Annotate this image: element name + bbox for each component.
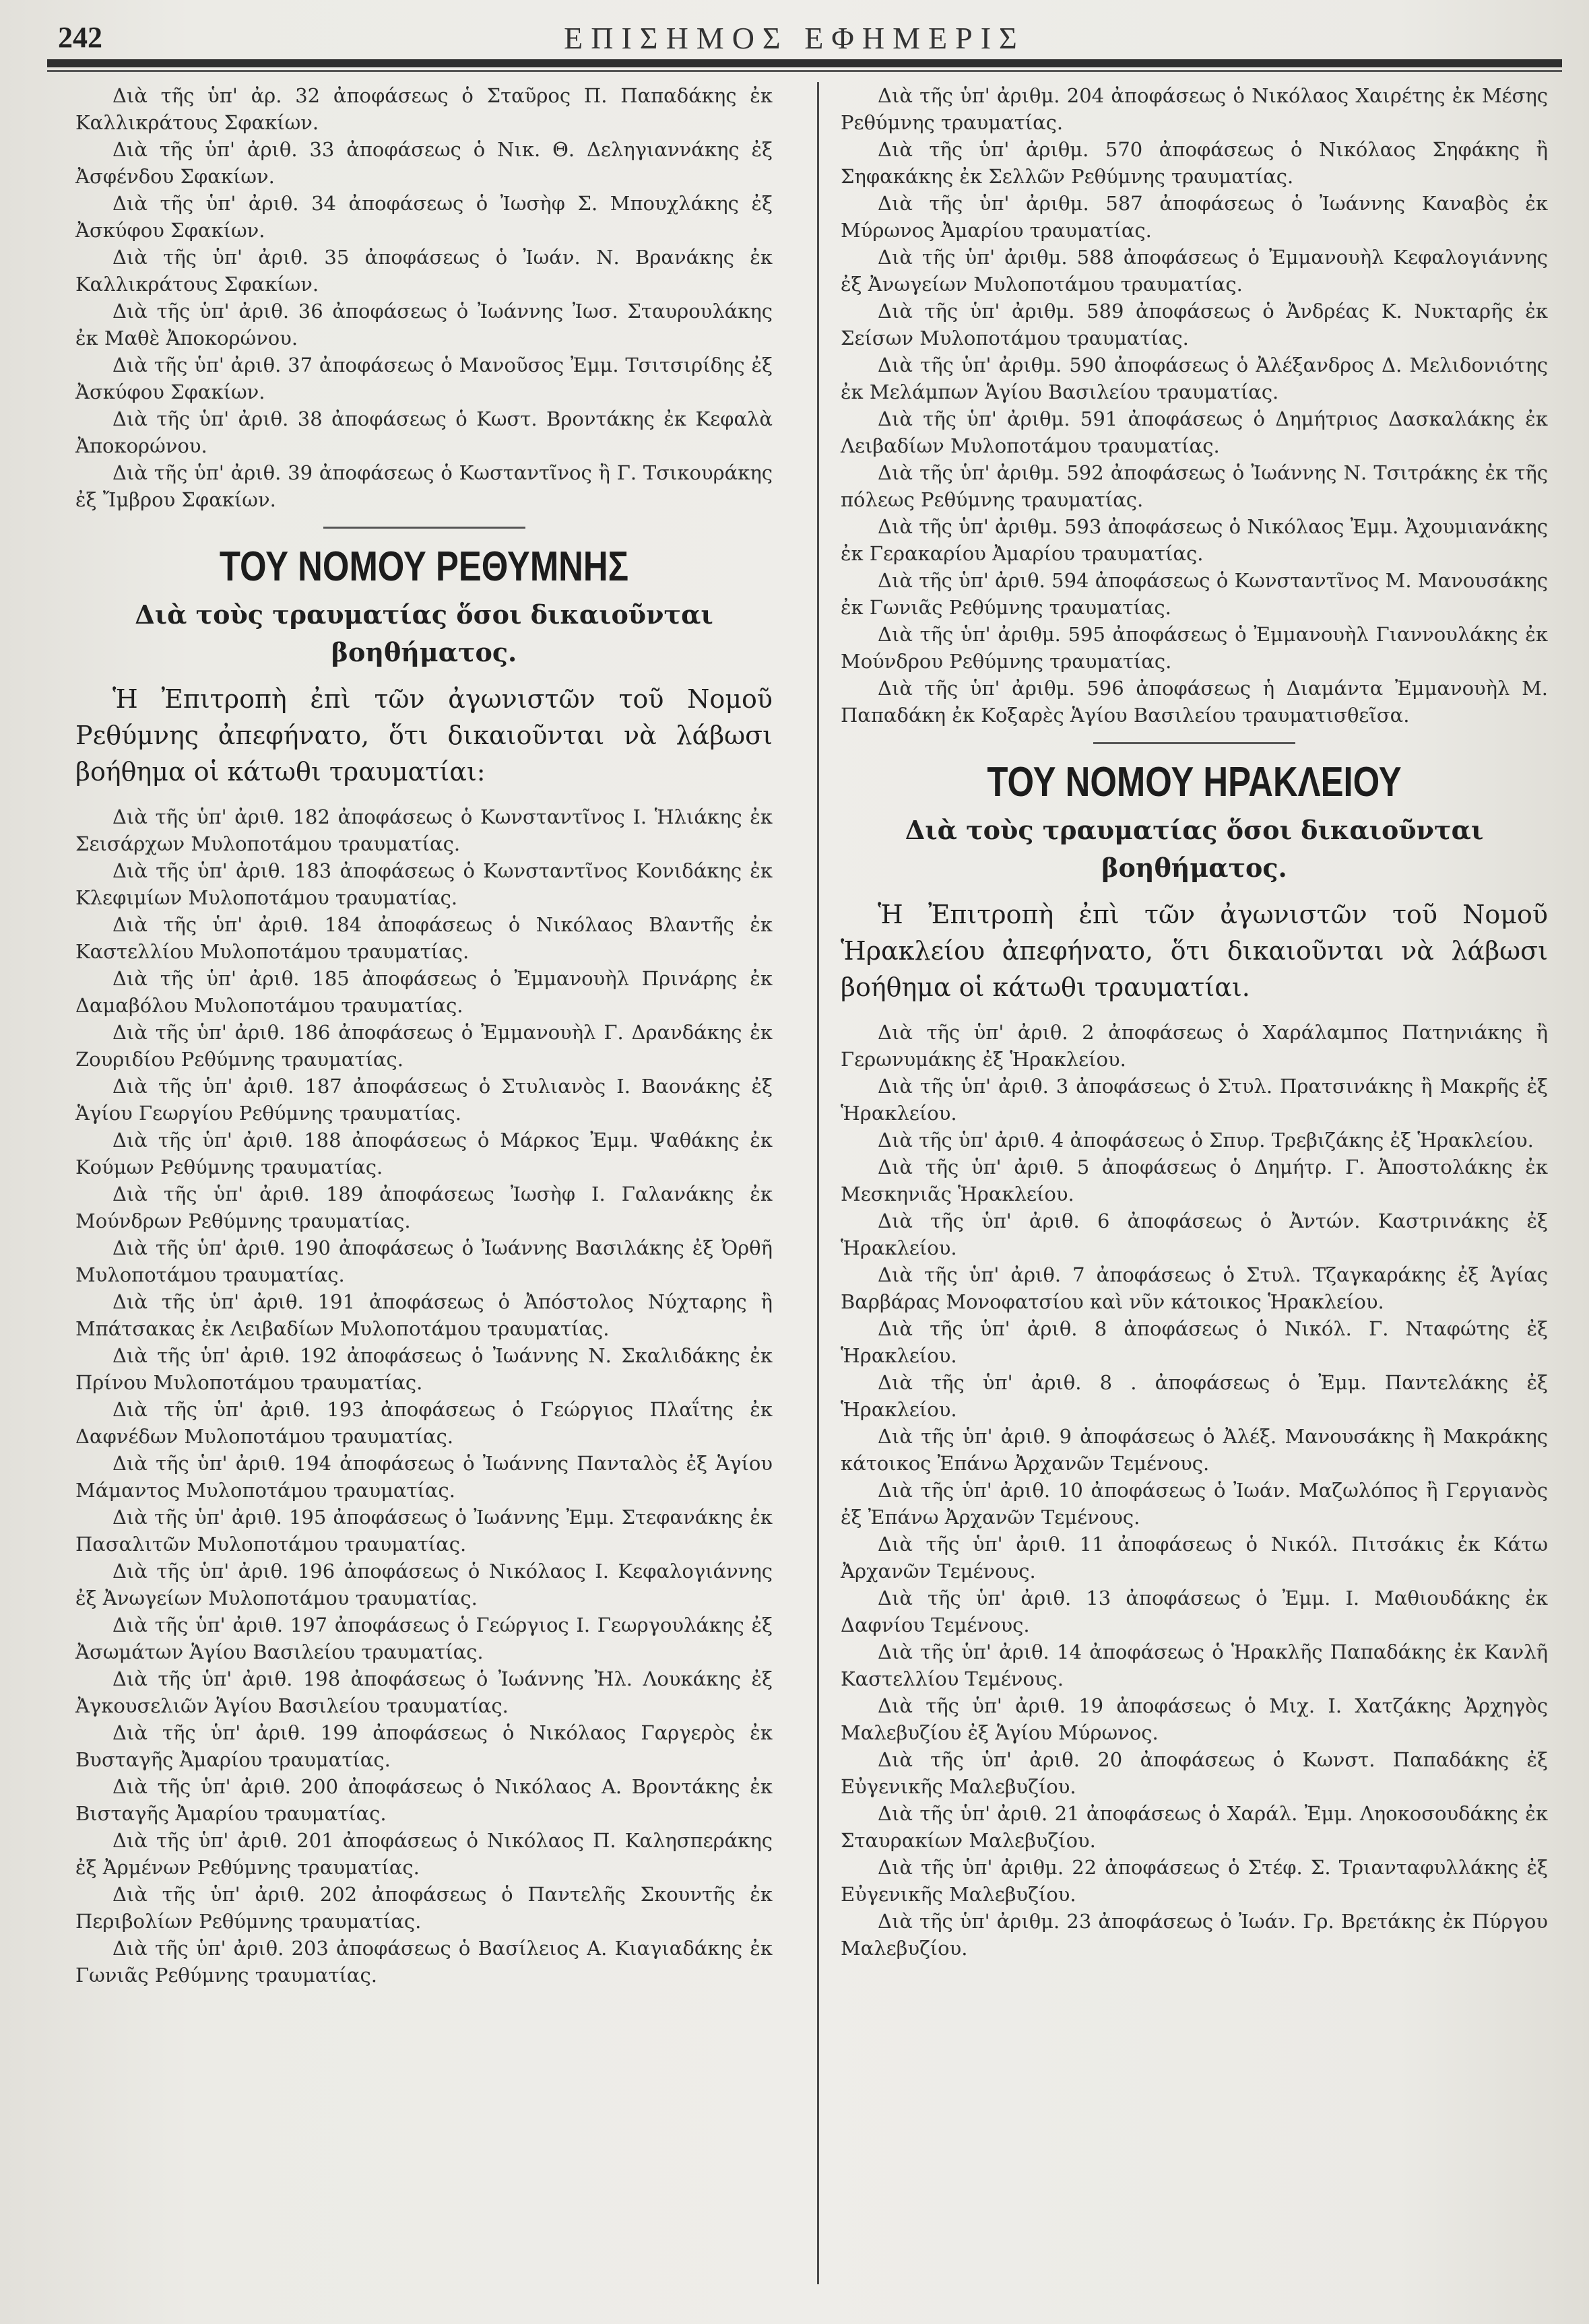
- list-item: Διὰ τῆς ὑπ' ἀριθ. 38 ἀποφάσεως ὁ Κωστ. Βροντάκης ἐκ Κεφαλὰ Ἀποκορώνου.: [75, 407, 773, 457]
- list-item: Διὰ τῆς ὑπ' ἀριθμ. 596 ἀποφάσεως ἡ Διαμάντα Ἐμμανουὴλ Μ. Παπαδάκη ἐκ Κοξαρὲς Ἁγίου Βασιλείου τραυματισθεῖσα.: [841, 677, 1548, 727]
- list-item: Διὰ τῆς ὑπ' ἀριθ. 197 ἀποφάσεως ὁ Γεώργιος Ι. Γεωργουλάκης ἐξ Ἀσωμάτων Ἁγίου Βασιλείου τραυματίας.: [75, 1614, 773, 1663]
- list-item: Διὰ τῆς ὑπ' ἀριθμ. 22 ἀποφάσεως ὁ Στέφ. Σ. Τριανταφυλλάκης ἐξ Εὐγενικῆς Μαλεβυζίου.: [841, 1856, 1548, 1906]
- list-item: Διὰ τῆς ὑπ' ἀριθ. 198 ἀποφάσεως ὁ Ἰωάννης Ἠλ. Λουκάκης ἐξ Ἀγκουσελιῶν Ἁγίου Βασιλείου τραυματίας.: [75, 1667, 773, 1717]
- list-item: Διὰ τῆς ὑπ' ἀριθμ. 590 ἀποφάσεως ὁ Ἀλέξανδρος Δ. Μελιδονιότης ἐκ Μελάμπων Ἁγίου Βασιλείου τραυματίας.: [841, 354, 1548, 403]
- list-item: Διὰ τῆς ὑπ' ἀριθ. 3 ἀποφάσεως ὁ Στυλ. Πρατσινάκης ἢ Μακρῆς ἐξ Ἡρακλείου.: [841, 1075, 1548, 1125]
- page-number: 242: [58, 21, 102, 54]
- list-item: Διὰ τῆς ὑπ' ἀριθ. 202 ἀποφάσεως ὁ Παντελῆς Σκουντῆς ἐκ Περιβολίων Ρεθύμνης τραυματίας.: [75, 1883, 773, 1933]
- list-item: Διὰ τῆς ὑπ' ἀριθ. 10 ἀποφάσεως ὁ Ἰωάν. Μαζωλόπος ἢ Γεργιανὸς ἐξ Ἐπάνω Ἀρχανῶν Τεμένους.: [841, 1479, 1548, 1529]
- list-item: Διὰ τῆς ὑπ' ἀριθ. 194 ἀποφάσεως ὁ Ἰωάννης Πανταλὸς ἐξ Ἁγίου Μάμαντος Μυλοποτάμου τραυματίας.: [75, 1452, 773, 1502]
- list-item: Διὰ τῆς ὑπ' ἀριθ. 34 ἀποφάσεως ὁ Ἰωσὴφ Σ. Μπουχλάκης ἐξ Ἀσκύφου Σφακίων.: [75, 192, 773, 242]
- newspaper-title: ΕΠΙΣΗΜΟΣ ΕΦΗΜΕΡΙΣ: [564, 21, 1025, 55]
- list-item: Διὰ τῆς ὑπ' ἀριθ. 39 ἀποφάσεως ὁ Κωσταντῖνος ἢ Γ. Τσικουράκης ἐξ Ἴμβρου Σφακίων.: [75, 461, 773, 511]
- list-item: Διὰ τῆς ὑπ' ἀριθ. 33 ἀποφάσεως ὁ Νικ. Θ. Δεληγιαννάκης ἐξ Ἀσφένδου Σφακίων.: [75, 138, 773, 188]
- header-rule-thin: [47, 70, 1562, 72]
- list-item: Διὰ τῆς ὑπ' ἀριθ. 13 ἀποφάσεως ὁ Ἐμμ. Ι. Μαθιουδάκης ἐκ Δαφνίου Τεμένους.: [841, 1587, 1548, 1636]
- section-intro-rethymno: Ἡ Ἐπιτροπὴ ἐπὶ τῶν ἀγωνιστῶν τοῦ Νομοῦ Ρεθύμνης ἀπεφήνατο, ὅτι δικαιοῦνται νὰ λάβωσι βοήθημα οἱ κάτωθι τραυματίαι:: [75, 684, 773, 787]
- list-item: Διὰ τῆς ὑπ' ἀριθ. 35 ἀποφάσεως ὁ Ἰωάν. Ν. Βρανάκης ἐκ Καλλικράτους Σφακίων.: [75, 246, 773, 296]
- list-item: Διὰ τῆς ὑπ' ἀριθμ. 588 ἀποφάσεως ὁ Ἐμμανουὴλ Κεφαλογιάννης ἐξ Ἀνωγείων Μυλοποτάμου τραυματίας.: [841, 246, 1548, 296]
- list-item: Διὰ τῆς ὑπ' ἀριθ. 6 ἀποφάσεως ὁ Ἀντών. Καστρινάκης ἐξ Ἡρακλείου.: [841, 1209, 1548, 1259]
- list-item: Διὰ τῆς ὑπ' ἀριθ. 187 ἀποφάσεως ὁ Στυλιανὸς Ι. Βαονάκης ἐξ Ἁγίου Γεωργίου Ρεθύμνης τραυματίας.: [75, 1075, 773, 1125]
- section-title-rethymno: ΤΟΥ ΝΟΜΟΥ ΡΕΘΥΜΝΗΣ: [219, 543, 629, 590]
- list-item: Διὰ τῆς ὑπ' ἀριθ. 203 ἀποφάσεως ὁ Βασίλειος Α. Κιαγιαδάκης ἐκ Γωνιᾶς Ρεθύμνης τραυματίας.: [75, 1937, 773, 1987]
- list-item: Διὰ τῆς ὑπ' ἀριθ. 183 ἀποφάσεως ὁ Κωνσταντῖνος Κονιδάκης ἐκ Κλεφιμίων Μυλοποτάμου τραυματίας.: [75, 859, 773, 909]
- list-item: Διὰ τῆς ὑπ' ἀριθ. 190 ἀποφάσεως ὁ Ἰωάννης Βασιλάκης ἐξ Ὀρθῆ Μυλοποτάμου τραυματίας.: [75, 1236, 773, 1286]
- list-item: Διὰ τῆς ὑπ' ἀριθ. 182 ἀποφάσεως ὁ Κωνσταντῖνος Ι. Ἡλιάκης ἐκ Σεισάρχων Μυλοποτάμου τραυματίας.: [75, 805, 773, 855]
- page-header: [0, 0, 1589, 84]
- list-item: Διὰ τῆς ὑπ' ἀριθ. 7 ἀποφάσεως ὁ Στυλ. Τζαγκαράκης ἐξ Ἁγίας Βαρβάρας Μονοφατσίου καὶ νῦν κάτοικος Ἡρακλείου.: [841, 1263, 1548, 1313]
- list-item: Διὰ τῆς ὑπ' ἀρ. 32 ἀποφάσεως ὁ Σταῦρος Π. Παπαδάκης ἐκ Καλλικράτους Σφακίων.: [75, 84, 773, 134]
- list-item: Διὰ τῆς ὑπ' ἀριθμ. 593 ἀποφάσεως ὁ Νικόλαος Ἐμμ. Ἀχουμιανάκης ἐκ Γερακαρίου Ἀμαρίου τραυματίας.: [841, 515, 1548, 565]
- list-item: Διὰ τῆς ὑπ' ἀριθ. 36 ἀποφάσεως ὁ Ἰωάννης Ἰωσ. Σταυρουλάκης ἐκ Μαθὲ Ἀποκορώνου.: [75, 300, 773, 350]
- list-item: Διὰ τῆς ὑπ' ἀριθμ. 591 ἀποφάσεως ὁ Δημήτριος Δασκαλάκης ἐκ Λειβαδίων Μυλοποτάμου τραυματίας.: [841, 407, 1548, 457]
- list-item: Διὰ τῆς ὑπ' ἀριθ. 8 ἀποφάσεως ὁ Νικόλ. Γ. Νταφώτης ἐξ Ἡρακλείου.: [841, 1317, 1548, 1367]
- list-item: Διὰ τῆς ὑπ' ἀριθ. 37 ἀποφάσεως ὁ Μανοῦσος Ἐμμ. Τσιτσιρίδης ἐξ Ἀσκύφου Σφακίων.: [75, 354, 773, 403]
- section-intro-heraklion: Ἡ Ἐπιτροπὴ ἐπὶ τῶν ἀγωνιστῶν τοῦ Νομοῦ Ἡρακλείου ἀπεφήνατο, ὅτι δικαιοῦνται νὰ λάβωσι βοήθημα οἱ κάτωθι τραυματίαι.: [841, 900, 1548, 1002]
- list-item: Διὰ τῆς ὑπ' ἀριθμ. 204 ἀποφάσεως ὁ Νικόλαος Χαιρέτης ἐκ Μέσης Ρεθύμνης τραυματίας.: [841, 84, 1548, 134]
- column-divider: [817, 82, 819, 2284]
- list-item: Διὰ τῆς ὑπ' ἀριθ. 195 ἀποφάσεως ὁ Ἰωάννης Ἐμμ. Στεφανάκης ἐκ Πασαλιτῶν Μυλοποτάμου τραυματίας.: [75, 1506, 773, 1556]
- list-item: Διὰ τῆς ὑπ' ἀριθ. 191 ἀποφάσεως ὁ Ἀπόστολος Νύχταρης ἢ Μπάτσακας ἐκ Λειβαδίων Μυλοποτάμου τραυματίας.: [75, 1290, 773, 1340]
- list-item: Διὰ τῆς ὑπ' ἀριθ. 193 ἀποφάσεως ὁ Γεώργιος Πλαΐτης ἐκ Δαφνέδων Μυλοποτάμου τραυματίας.: [75, 1398, 773, 1448]
- list-item: Διὰ τῆς ὑπ' ἀριθ. 184 ἀποφάσεως ὁ Νικόλαος Βλαντῆς ἐκ Καστελλίου Μυλοποτάμου τραυματίας.: [75, 913, 773, 963]
- list-item: Διὰ τῆς ὑπ' ἀριθ. 199 ἀποφάσεως ὁ Νικόλαος Γαργερὸς ἐκ Βυσταγῆς Ἀμαρίου τραυματίας.: [75, 1721, 773, 1771]
- list-item: Διὰ τῆς ὑπ' ἀριθ. 192 ἀποφάσεως ὁ Ἰωάννης Ν. Σκαλιδάκης ἐκ Πρίνου Μυλοποτάμου τραυματίας.: [75, 1344, 773, 1394]
- list-item: Διὰ τῆς ὑπ' ἀριθ. 8 . ἀποφάσεως ὁ Ἐμμ. Παντελάκης ἐξ Ἡρακλείου.: [841, 1371, 1548, 1421]
- section-subtitle-heraklion: Διὰ τοὺς τραυματίας ὅσοι δικαιοῦνται βοηθήματος.: [905, 815, 1484, 883]
- header-rule: [47, 59, 1562, 67]
- list-item: Διὰ τῆς ὑπ' ἀριθ. 11 ἀποφάσεως ὁ Νικόλ. Πιτσάκις ἐκ Κάτω Ἀρχανῶν Τεμένους.: [841, 1533, 1548, 1583]
- list-item: Διὰ τῆς ὑπ' ἀριθ. 189 ἀποφάσεως Ἰωσὴφ Ι. Γαλανάκης ἐκ Μούνδρων Ρεθύμνης τραυματίας.: [75, 1183, 773, 1232]
- list-item: Διὰ τῆς ὑπ' ἀριθ. 186 ἀποφάσεως ὁ Ἐμμανουὴλ Γ. Δρανδάκης ἐκ Ζουριδίου Ρεθύμνης τραυματίας.: [75, 1021, 773, 1071]
- list-item: Διὰ τῆς ὑπ' ἀριθ. 5 ἀποφάσεως ὁ Δημήτρ. Γ. Ἀποστολάκης ἐκ Μεσκηνιᾶς Ἡρακλείου.: [841, 1156, 1548, 1205]
- list-item: Διὰ τῆς ὑπ' ἀριθμ. 570 ἀποφάσεως ὁ Νικόλαος Σηφάκης ἢ Σηφακάκης ἐκ Σελλῶν Ρεθύμνης τραυματίας.: [841, 138, 1548, 188]
- list-item: Διὰ τῆς ὑπ' ἀριθμ. 589 ἀποφάσεως ὁ Ἀνδρέας Κ. Νυκταρῆς ἐκ Σείσων Μυλοποτάμου τραυματίας.: [841, 300, 1548, 350]
- list-item: Διὰ τῆς ὑπ' ἀριθ. 200 ἀποφάσεως ὁ Νικόλαος Α. Βροντάκης ἐκ Βισταγῆς Ἀμαρίου τραυματίας.: [75, 1775, 773, 1825]
- list-item: Διὰ τῆς ὑπ' ἀριθ. 21 ἀποφάσεως ὁ Χαράλ. Ἐμμ. Ληοκοσουδάκης ἐκ Σταυρακίων Μαλεβυζίου.: [841, 1802, 1548, 1852]
- list-item: Διὰ τῆς ὑπ' ἀριθ. 201 ἀποφάσεως ὁ Νικόλαος Π. Καλησπεράκης ἐξ Ἀρμένων Ρεθύμνης τραυματίας.: [75, 1829, 773, 1879]
- section-title-heraklion: ΤΟΥ ΝΟΜΟΥ ΗΡΑΚΛΕΙΟΥ: [987, 759, 1402, 805]
- section-subtitle-rethymno: Διὰ τοὺς τραυματίας ὅσοι δικαιοῦνται βοηθήματος.: [135, 599, 713, 667]
- list-item: Διὰ τῆς ὑπ' ἀριθμ. 587 ἀποφάσεως ὁ Ἰωάννης Καναβὸς ἐκ Μύρωνος Ἀμαρίου τραυματίας.: [841, 192, 1548, 242]
- list-item: Διὰ τῆς ὑπ' ἀριθ. 185 ἀποφάσεως ὁ Ἐμμανουὴλ Πρινάρης ἐκ Δαμαβόλου Μυλοποτάμου τραυματίας.: [75, 967, 773, 1017]
- list-item: Διὰ τῆς ὑπ' ἀριθ. 9 ἀποφάσεως ὁ Ἀλέξ. Μανουσάκης ἢ Μακράκης κάτοικος Ἐπάνω Ἀρχανῶν Τεμένους.: [841, 1425, 1548, 1475]
- list-item: Διὰ τῆς ὑπ' ἀριθμ. 595 ἀποφάσεως ὁ Ἐμμανουὴλ Γιαννουλάκης ἐκ Μούνδρου Ρεθύμνης τραυματίας.: [841, 623, 1548, 673]
- list-item: Διὰ τῆς ὑπ' ἀριθ. 594 ἀποφάσεως ὁ Κωνσταντῖνος Μ. Μανουσάκης ἐκ Γωνιᾶς Ρεθύμνης τραυματίας.: [841, 569, 1548, 619]
- list-item: Διὰ τῆς ὑπ' ἀριθ. 196 ἀποφάσεως ὁ Νικόλαος Ι. Κεφαλογιάννης ἐξ Ἀνωγείων Μυλοποτάμου τραυματίας.: [75, 1560, 773, 1609]
- list-item: Διὰ τῆς ὑπ' ἀριθμ. 23 ἀποφάσεως ὁ Ἰωάν. Γρ. Βρετάκης ἐκ Πύργου Μαλεβυζίου.: [841, 1910, 1548, 1960]
- left-column: [75, 82, 773, 1989]
- list-item: Διὰ τῆς ὑπ' ἀριθ. 4 ἀποφάσεως ὁ Σπυρ. Τρεβιζάκης ἐξ Ἡρακλείου.: [878, 1129, 1534, 1152]
- list-item: Διὰ τῆς ὑπ' ἀριθμ. 592 ἀποφάσεως ὁ Ἰωάννης Ν. Τσιτράκης ἐκ τῆς πόλεως Ρεθύμνης τραυματίας.: [841, 461, 1548, 511]
- list-item: Διὰ τῆς ὑπ' ἀριθ. 14 ἀποφάσεως ὁ Ἡρακλῆς Παπαδάκης ἐκ Κανλῆ Καστελλίου Τεμένους.: [841, 1640, 1548, 1690]
- list-item: Διὰ τῆς ὑπ' ἀριθ. 188 ἀποφάσεως ὁ Μάρκος Ἐμμ. Ψαθάκης ἐκ Κούμων Ρεθύμνης τραυματίας.: [75, 1129, 773, 1178]
- list-item: Διὰ τῆς ὑπ' ἀριθ. 2 ἀποφάσεως ὁ Χαράλαμπος Πατηνιάκης ἢ Γερωνυμάκης ἐξ Ἡρακλείου.: [841, 1021, 1548, 1071]
- list-item: Διὰ τῆς ὑπ' ἀριθ. 19 ἀποφάσεως ὁ Μιχ. Ι. Χατζάκης Ἀρχηγὸς Μαλεβυζίου ἐξ Ἁγίου Μύρωνος.: [841, 1694, 1548, 1744]
- list-item: Διὰ τῆς ὑπ' ἀριθ. 20 ἀποφάσεως ὁ Κωνστ. Παπαδάκης ἐξ Εὐγενικῆς Μαλεβυζίου.: [841, 1748, 1548, 1798]
- right-column: [841, 82, 1548, 1962]
